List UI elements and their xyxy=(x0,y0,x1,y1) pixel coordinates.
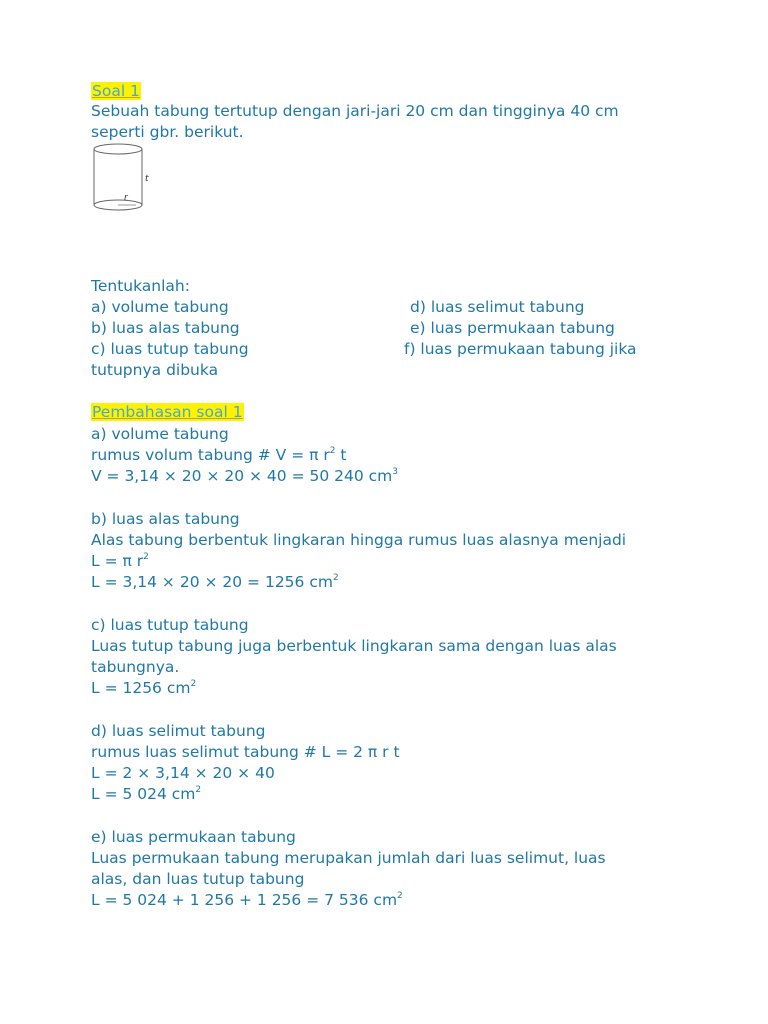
question-f-cont: tutupnya dibuka xyxy=(91,361,219,379)
answer-a-heading: a) volume tabung xyxy=(91,425,229,443)
calculation: L = 5 024 + 1 256 + 1 256 = 7 536 $cm^2$ xyxy=(91,891,403,909)
answer-b-heading: b) luas alas tabung xyxy=(91,510,240,528)
radius-label: r xyxy=(124,193,128,203)
formula: rumus volum tabung # V = π $r^2$ t xyxy=(91,446,347,464)
explanation: alas, dan luas tutup tabung xyxy=(91,870,305,888)
answer-d-heading: d) luas selimut tabung xyxy=(91,722,266,740)
prompt: Tentukanlah: xyxy=(91,277,190,295)
calculation: L = 2 × 3,14 × 20 × 40 xyxy=(91,764,275,782)
question-c: c) luas tutup tabung xyxy=(91,340,249,358)
pembahasan-title: Pembahasan soal 1 xyxy=(92,403,243,421)
formula: L = π $r^2$ xyxy=(91,552,149,570)
answer-c-heading: c) luas tutup tabung xyxy=(91,616,249,634)
formula: rumus luas selimut tabung # L = 2 π r t xyxy=(91,743,400,761)
explanation: tabungnya. xyxy=(91,658,180,676)
explanation: Luas tutup tabung juga berbentuk lingkaran sama dengan luas alas xyxy=(91,637,617,655)
calculation: L = 1256 $cm^2$ xyxy=(91,679,197,697)
question-d: d) luas selimut tabung xyxy=(410,298,585,316)
calculation: L = 5 024 $cm^2$ xyxy=(91,785,202,803)
question-e: e) luas permukaan tabung xyxy=(410,319,615,337)
question-f: f) luas permukaan tabung jika xyxy=(404,340,637,358)
soal-title: Soal 1 xyxy=(92,82,140,100)
question-b: b) luas alas tabung xyxy=(91,319,240,337)
calculation: V = 3,14 × 20 × 20 × 40 = 50 240 $cm^3$ xyxy=(91,467,399,485)
height-label: t xyxy=(145,174,149,184)
explanation: Alas tabung berbentuk lingkaran hingga rumus luas alasnya menjadi xyxy=(91,531,627,549)
problem-text: Sebuah tabung tertutup dengan jari-jari 20 cm dan tingginya 40 cm xyxy=(91,102,619,120)
question-a: a) volume tabung xyxy=(91,298,229,316)
calculation: L = 3,14 × 20 × 20 = 1256 $cm^2$ xyxy=(91,573,339,591)
answer-e-heading: e) luas permukaan tabung xyxy=(91,828,296,846)
cylinder-figure xyxy=(92,143,158,213)
explanation: Luas permukaan tabung merupakan jumlah dari luas selimut, luas xyxy=(91,849,606,867)
problem-text: seperti gbr. berikut. xyxy=(91,123,244,141)
